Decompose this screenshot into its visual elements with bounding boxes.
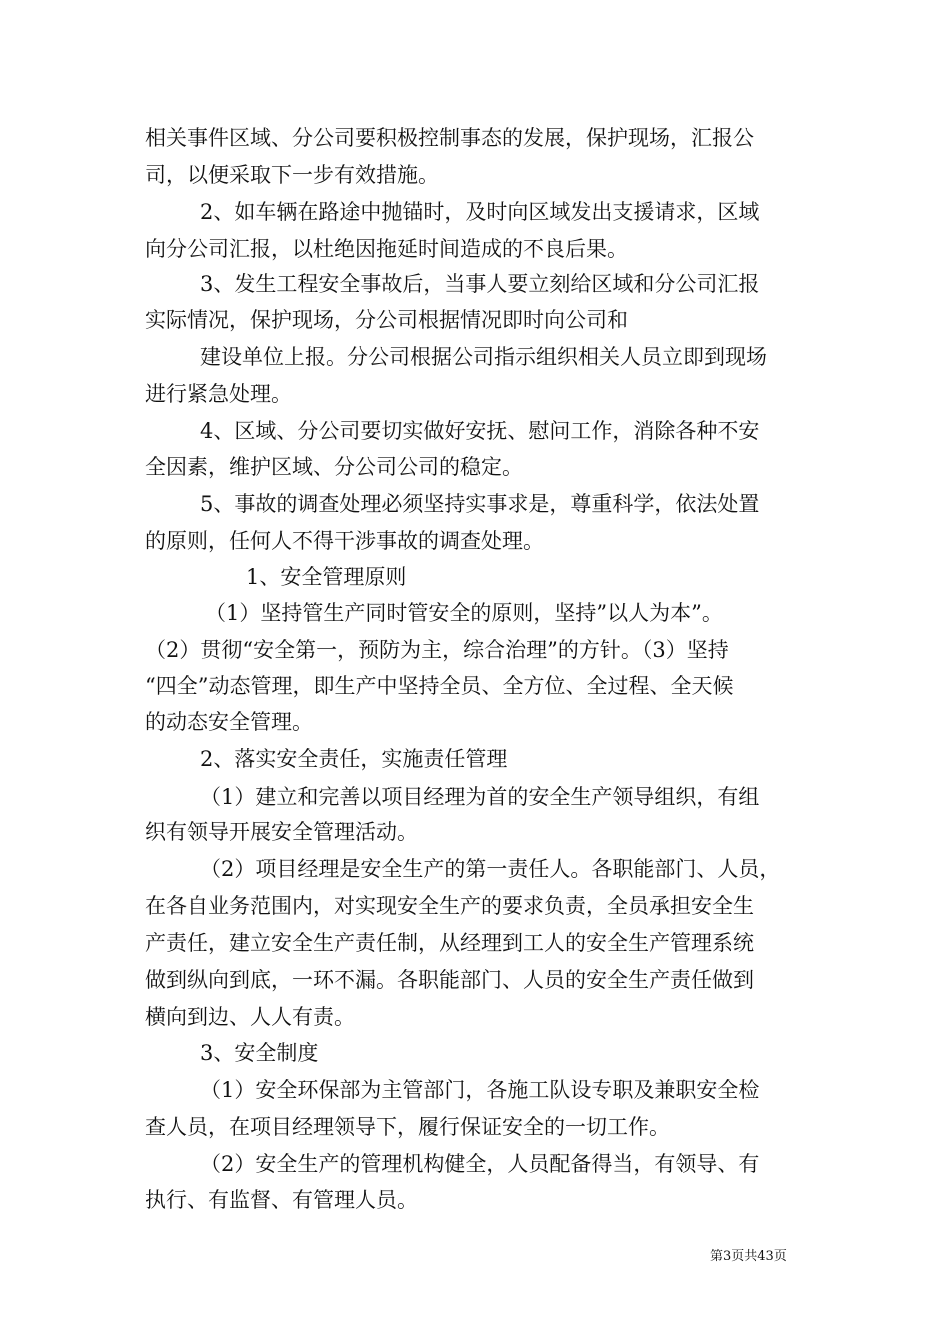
section-heading: 2、落实安全责任，实施责任管理 bbox=[200, 747, 508, 771]
text-line: 进行紧急处理。 bbox=[145, 382, 292, 406]
text-line: 全因素，维护区域、分公司公司的稳定。 bbox=[145, 455, 523, 479]
text-line: （1）安全环保部为主管部门，各施工队设专职及兼职安全检 bbox=[200, 1078, 760, 1102]
text-line: 做到纵向到底，一环不漏。各职能部门、人员的安全生产责任做到 bbox=[145, 968, 754, 992]
text-line: 3、发生工程安全事故后，当事人要立刻给区域和分公司汇报 bbox=[200, 272, 760, 296]
text-line: 司，以便采取下一步有效措施。 bbox=[145, 163, 439, 187]
text-line: 执行、有监督、有管理人员。 bbox=[145, 1188, 418, 1212]
page-number-footer: 第3页共43页 bbox=[710, 1249, 787, 1264]
text-line: 织有领导开展安全管理活动。 bbox=[145, 820, 418, 844]
text-line: （1）建立和完善以项目经理为首的安全生产领导组织，有组 bbox=[200, 785, 760, 809]
text-line: 横向到边、人人有责。 bbox=[145, 1005, 355, 1029]
text-line: （2）项目经理是安全生产的第一责任人。各职能部门、人员， bbox=[200, 857, 781, 881]
section-heading: 1、安全管理原则 bbox=[246, 565, 407, 589]
text-line: （2）安全生产的管理机构健全，人员配备得当，有领导、有 bbox=[200, 1152, 760, 1176]
text-line: （1）坚持管生产同时管安全的原则，坚持”以人为本”。 bbox=[205, 601, 723, 625]
text-line: 的动态安全管理。 bbox=[145, 710, 313, 734]
text-line: （2）贯彻“安全第一，预防为主，综合治理”的方针。（3）坚持 bbox=[145, 638, 729, 662]
text-line: 实际情况，保护现场，分公司根据情况即时向公司和 bbox=[145, 308, 628, 332]
text-line: 相关事件区域、分公司要积极控制事态的发展，保护现场，汇报公 bbox=[145, 126, 754, 150]
text-line: 查人员，在项目经理领导下，履行保证安全的一切工作。 bbox=[145, 1115, 670, 1139]
text-line: 向分公司汇报，以杜绝因拖延时间造成的不良后果。 bbox=[145, 237, 628, 261]
text-line: 在各自业务范围内，对实现安全生产的要求负责，全员承担安全生 bbox=[145, 894, 754, 918]
text-line: “四全”动态管理，即生产中坚持全员、全方位、全过程、全天候 bbox=[145, 674, 734, 698]
section-heading: 3、安全制度 bbox=[200, 1041, 319, 1065]
text-line: 建设单位上报。分公司根据公司指示组织相关人员立即到现场 bbox=[200, 345, 767, 369]
text-line: 的原则，任何人不得干涉事故的调查处理。 bbox=[145, 529, 544, 553]
text-line: 4、区域、分公司要切实做好安抚、慰问工作，消除各种不安 bbox=[200, 419, 760, 443]
text-line: 产责任，建立安全生产责任制，从经理到工人的安全生产管理系统 bbox=[145, 931, 754, 955]
text-line: 5、事故的调查处理必须坚持实事求是，尊重科学，依法处置 bbox=[200, 492, 760, 516]
text-line: 2、如车辆在路途中抛锚时，及时向区域发出支援请求，区域 bbox=[200, 200, 760, 224]
